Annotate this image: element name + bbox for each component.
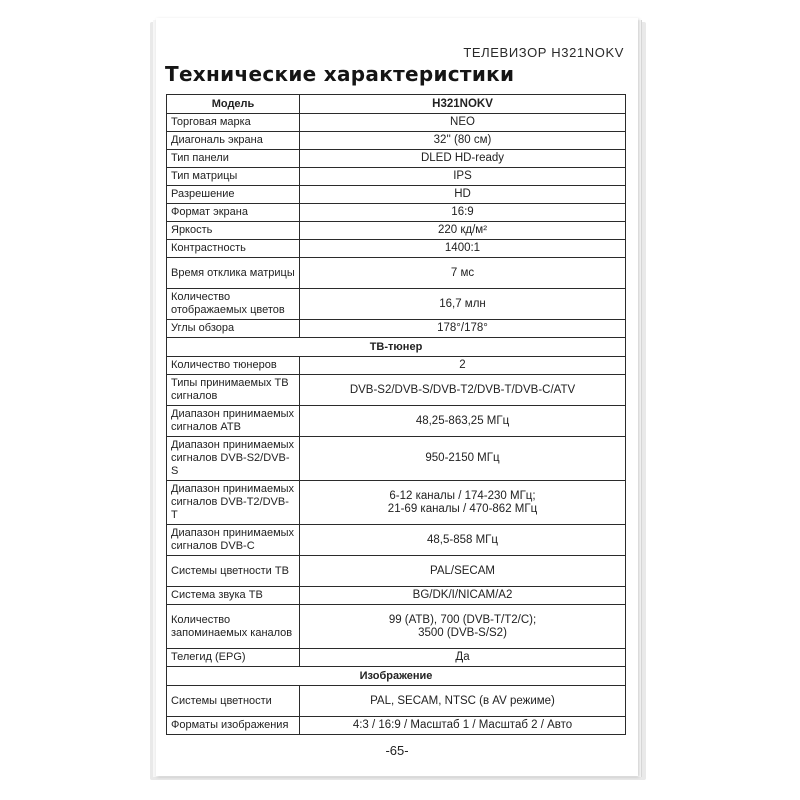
table-row	[167, 717, 626, 735]
section-row	[167, 338, 626, 357]
spec-label: Количество тюнеров	[167, 357, 300, 375]
spec-value: 6-12 каналы / 174-230 МГц; 21-69 каналы / 470-862 МГц	[300, 481, 626, 525]
spec-label: Торговая марка	[167, 114, 300, 132]
spec-label: Время отклика матрицы	[167, 258, 300, 289]
table-row	[167, 258, 626, 289]
spec-label: Телегид (EPG)	[167, 649, 300, 667]
spec-label: Системы цветности	[167, 686, 300, 717]
spec-value: 178°/178°	[300, 320, 626, 338]
spec-label: Формат экрана	[167, 204, 300, 222]
spec-label: Диагональ экрана	[167, 132, 300, 150]
spec-label: Количество отображаемых цветов	[167, 289, 300, 320]
spec-value: PAL/SECAM	[300, 556, 626, 587]
spec-label: Диапазон принимаемых сигналов DVB-T2/DVB-T	[167, 481, 300, 525]
spec-value: 48,5-858 МГц	[300, 525, 626, 556]
spec-label: Диапазон принимаемых сигналов DVB-C	[167, 525, 300, 556]
spec-label: Типы принимаемых ТВ сигналов	[167, 375, 300, 406]
spec-label: Тип матрицы	[167, 168, 300, 186]
spec-value: 16,7 млн	[300, 289, 626, 320]
table-row	[167, 375, 626, 406]
table-row	[167, 357, 626, 375]
table-row	[167, 686, 626, 717]
spec-value: 99 (АТВ), 700 (DVB-T/T2/C); 3500 (DVB-S/S2)	[300, 605, 626, 649]
table-row	[167, 556, 626, 587]
spec-value: NEO	[300, 114, 626, 132]
spec-value: 7 мс	[300, 258, 626, 289]
section-row	[167, 667, 626, 686]
table-row	[167, 605, 626, 649]
spec-value: IPS	[300, 168, 626, 186]
manual-page	[156, 18, 638, 776]
column-header-model: Модель	[167, 95, 300, 114]
spec-label: Разрешение	[167, 186, 300, 204]
table-row	[167, 132, 626, 150]
spec-value: PAL, SECAM, NTSC (в AV режиме)	[300, 686, 626, 717]
table-row	[167, 587, 626, 605]
spec-value: 32'' (80 см)	[300, 132, 626, 150]
spec-value: 2	[300, 357, 626, 375]
spec-value: DVB-S2/DVB-S/DVB-T2/DVB-T/DVB-C/ATV	[300, 375, 626, 406]
spec-label: Система звука ТВ	[167, 587, 300, 605]
spec-value: Да	[300, 649, 626, 667]
table-row	[167, 168, 626, 186]
column-header-value: H321NOKV	[300, 95, 626, 114]
running-header: ТЕЛЕВИЗОР H321NOKV	[463, 45, 624, 60]
spec-label: Тип панели	[167, 150, 300, 168]
section-title: ТВ-тюнер	[167, 338, 626, 357]
spec-label: Контрастность	[167, 240, 300, 258]
table-row	[167, 222, 626, 240]
section-title: Изображение	[167, 667, 626, 686]
spec-value: 1400:1	[300, 240, 626, 258]
spec-label: Системы цветности ТВ	[167, 556, 300, 587]
spec-value: 950-2150 МГц	[300, 437, 626, 481]
spec-value: DLED HD-ready	[300, 150, 626, 168]
table-row	[167, 525, 626, 556]
table-row	[167, 114, 626, 132]
spec-table	[166, 94, 626, 735]
spec-label: Яркость	[167, 222, 300, 240]
table-row	[167, 150, 626, 168]
table-row	[167, 240, 626, 258]
page-title: Технические характеристики	[165, 62, 515, 86]
table-row	[167, 406, 626, 437]
spec-value: 16:9	[300, 204, 626, 222]
table-row	[167, 437, 626, 481]
spec-value: BG/DK/I/NICAM/A2	[300, 587, 626, 605]
table-row	[167, 204, 626, 222]
spec-label: Форматы изображения	[167, 717, 300, 735]
spec-label: Диапазон принимаемых сигналов АТВ	[167, 406, 300, 437]
spec-label: Количество запоминаемых каналов	[167, 605, 300, 649]
spec-value: HD	[300, 186, 626, 204]
table-header-row	[167, 95, 626, 114]
spec-label: Диапазон принимаемых сигналов DVB-S2/DVB-S	[167, 437, 300, 481]
spec-value: 220 кд/м²	[300, 222, 626, 240]
table-row	[167, 186, 626, 204]
table-row	[167, 320, 626, 338]
table-row	[167, 649, 626, 667]
spec-value: 48,25-863,25 МГц	[300, 406, 626, 437]
spec-table-body	[167, 95, 626, 735]
spec-value: 4:3 / 16:9 / Масштаб 1 / Масштаб 2 / Авто	[300, 717, 626, 735]
table-row	[167, 289, 626, 320]
table-row	[167, 481, 626, 525]
page-number: -65-	[385, 743, 409, 758]
spec-label: Углы обзора	[167, 320, 300, 338]
